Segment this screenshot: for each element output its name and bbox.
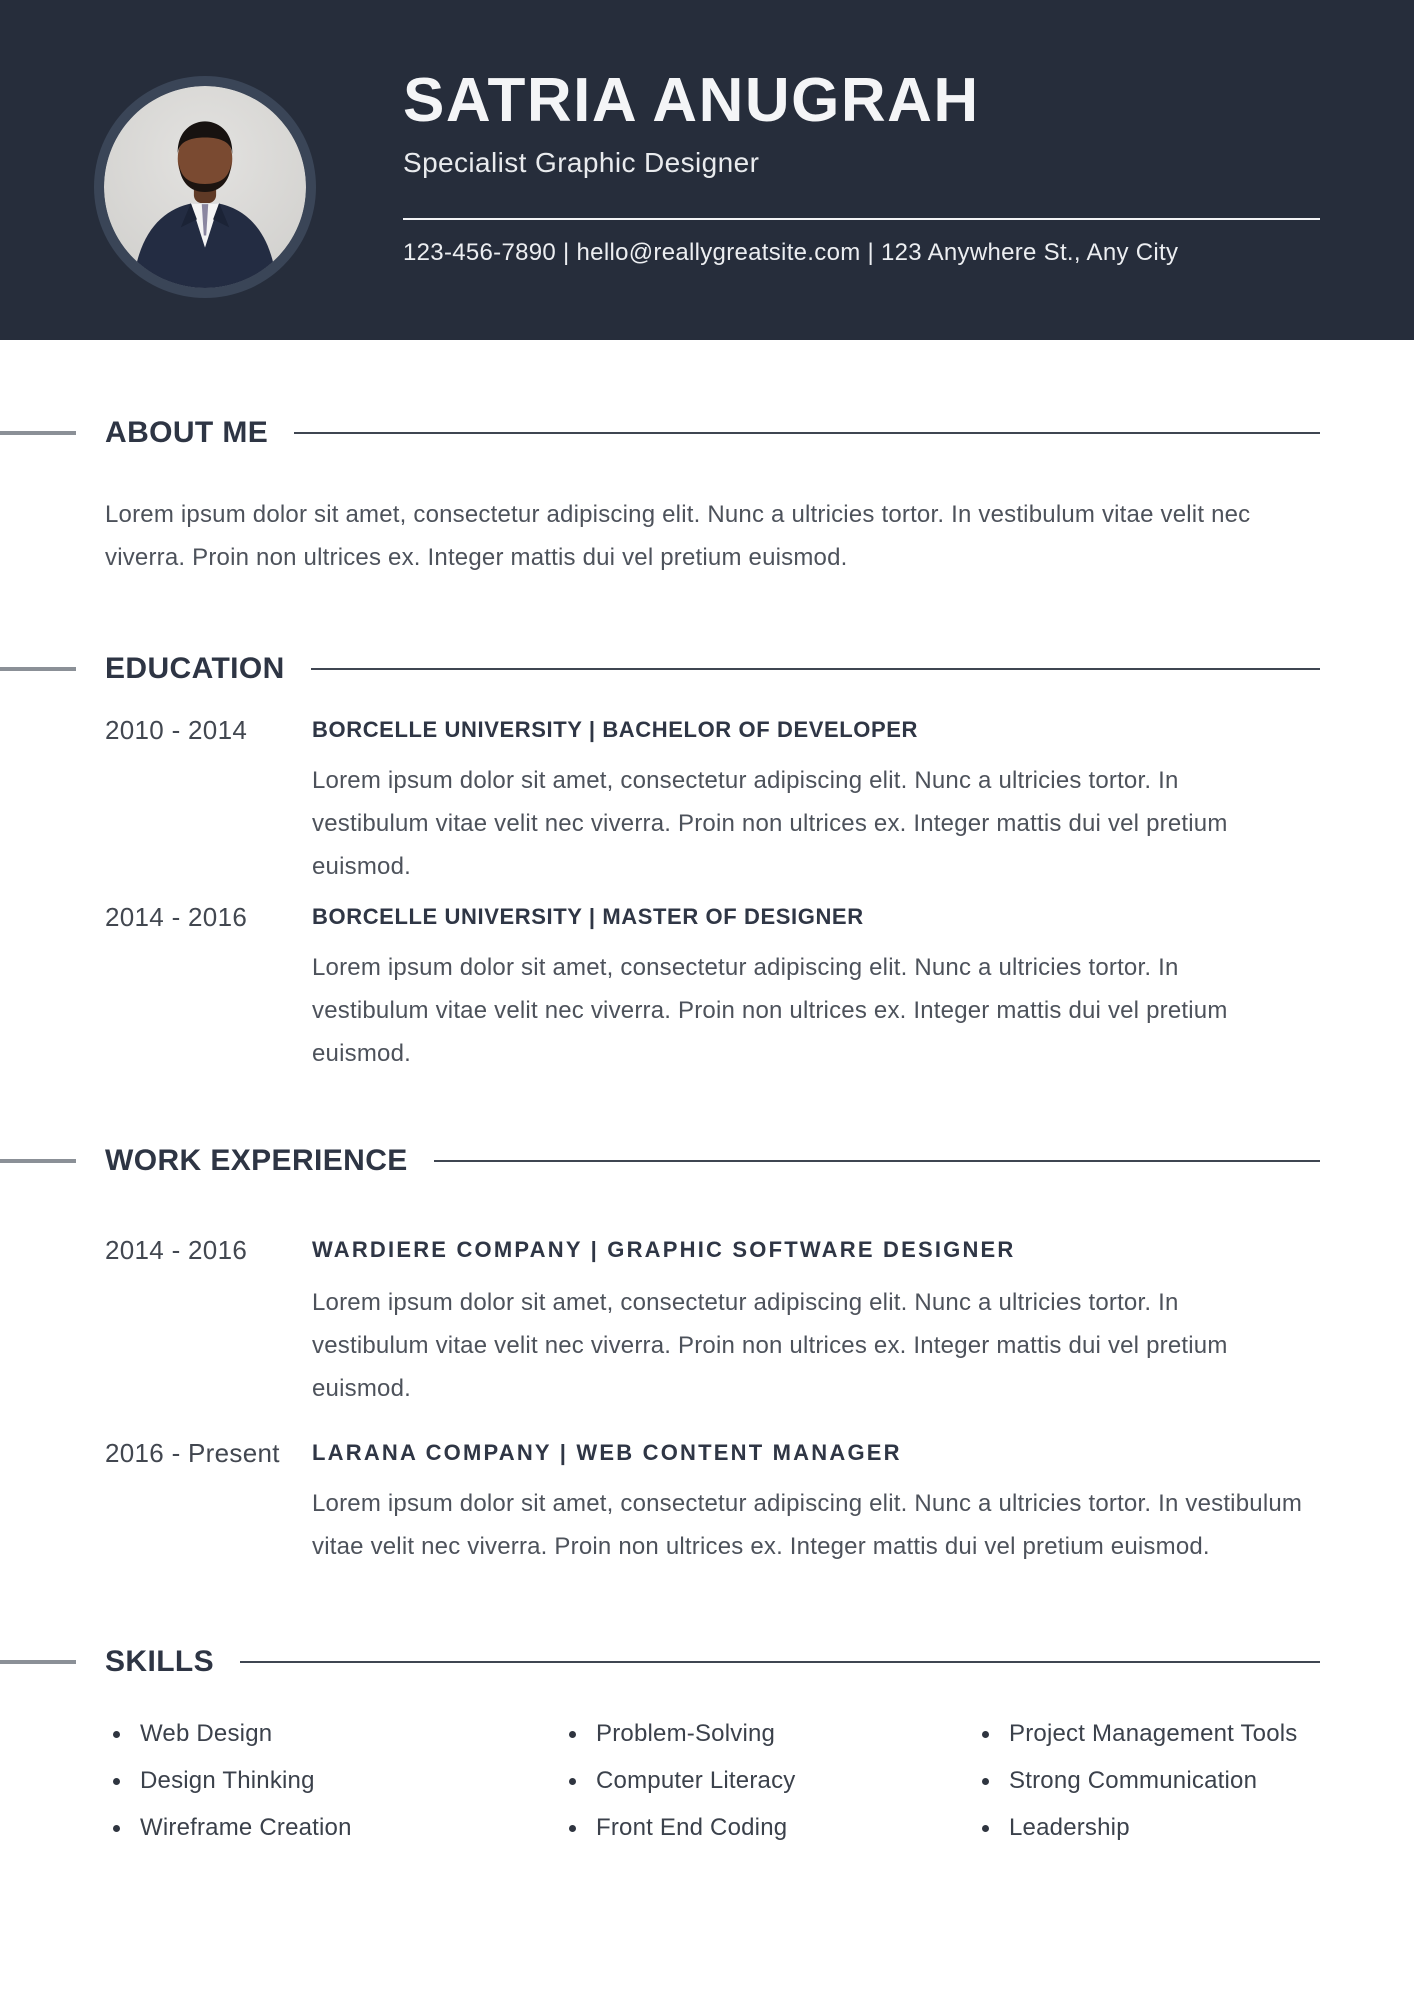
header-text-block bbox=[403, 0, 1320, 268]
skill-item bbox=[105, 1814, 561, 1842]
skill-item bbox=[974, 1814, 1320, 1842]
skill-item bbox=[561, 1720, 974, 1748]
skill-label: Leadership bbox=[1009, 1814, 1130, 1841]
bullet-icon bbox=[569, 1778, 576, 1785]
avatar-illustration bbox=[104, 86, 306, 288]
heading-left-rule bbox=[0, 667, 76, 671]
header-divider-line bbox=[403, 218, 1320, 220]
skills-grid bbox=[105, 1720, 1320, 1861]
work-entry bbox=[105, 1235, 1320, 1410]
bullet-icon bbox=[569, 1825, 576, 1832]
heading-left-rule bbox=[0, 431, 76, 435]
resume-body bbox=[0, 415, 1414, 1861]
bullet-icon bbox=[569, 1731, 576, 1738]
skill-label: Design Thinking bbox=[140, 1767, 315, 1794]
education-entry bbox=[105, 902, 1320, 1075]
entry-period: 2010 - 2014 bbox=[105, 715, 248, 745]
entry-title: BORCELLE UNIVERSITY | BACHELOR OF DEVELOPER bbox=[312, 717, 919, 742]
entry-description: Lorem ipsum dolor sit amet, consectetur adipiscing elit. Nunc a ultricies tortor. In vestibulum vitae velit nec viverra. Proin non ultrices ex. Integer mattis dui vel pretium euismod. bbox=[312, 1289, 1228, 1402]
section-education bbox=[105, 651, 1320, 1075]
entry-title: LARANA COMPANY | WEB CONTENT MANAGER bbox=[312, 1440, 902, 1465]
bullet-icon bbox=[982, 1731, 989, 1738]
about-heading: ABOUT ME bbox=[105, 416, 269, 449]
bullet-icon bbox=[113, 1731, 120, 1738]
entry-detail bbox=[312, 902, 1320, 1075]
skill-label: Strong Communication bbox=[1009, 1767, 1258, 1794]
entry-description: Lorem ipsum dolor sit amet, consectetur adipiscing elit. Nunc a ultricies tortor. In vestibulum vitae velit nec viverra. Proin non ultrices ex. Integer mattis dui vel pretium euismod. bbox=[312, 954, 1228, 1067]
section-work-experience bbox=[105, 1143, 1320, 1568]
skill-item bbox=[561, 1814, 974, 1842]
work-heading: WORK EXPERIENCE bbox=[105, 1144, 408, 1177]
skills-column-3 bbox=[974, 1720, 1320, 1861]
bullet-icon bbox=[113, 1825, 120, 1832]
heading-right-rule bbox=[311, 668, 1320, 670]
entry-detail bbox=[312, 715, 1320, 888]
education-heading-row bbox=[0, 651, 1320, 687]
heading-right-rule bbox=[294, 432, 1320, 434]
bullet-icon bbox=[982, 1825, 989, 1832]
skill-label: Problem-Solving bbox=[596, 1720, 776, 1747]
heading-left-rule bbox=[0, 1660, 76, 1664]
profile-photo bbox=[104, 86, 306, 288]
heading-right-rule bbox=[240, 1661, 1320, 1663]
skill-label: Wireframe Creation bbox=[140, 1814, 352, 1841]
work-heading-row bbox=[0, 1143, 1320, 1179]
contact-info: 123-456-7890 | hello@reallygreatsite.com | 123 Anywhere St., Any City bbox=[403, 239, 1179, 266]
entry-title: BORCELLE UNIVERSITY | MASTER OF DESIGNER bbox=[312, 904, 864, 929]
skill-label: Computer Literacy bbox=[596, 1767, 796, 1794]
job-title: Specialist Graphic Designer bbox=[403, 147, 760, 178]
heading-left-rule bbox=[0, 1159, 76, 1163]
bullet-icon bbox=[113, 1778, 120, 1785]
entry-period: 2016 - Present bbox=[105, 1438, 280, 1468]
skill-item bbox=[561, 1767, 974, 1795]
entry-title: WARDIERE COMPANY | GRAPHIC SOFTWARE DESIGNER bbox=[312, 1237, 1016, 1262]
skills-column-1 bbox=[105, 1720, 561, 1861]
heading-right-rule bbox=[434, 1160, 1320, 1162]
person-name: SATRIA ANUGRAH bbox=[403, 66, 980, 135]
about-heading-row bbox=[0, 415, 1320, 451]
about-text: Lorem ipsum dolor sit amet, consectetur adipiscing elit. Nunc a ultricies tortor. In vestibulum vitae velit nec viverra. Proin non ultrices ex. Integer mattis dui vel pretium euismod. bbox=[105, 501, 1251, 571]
entry-period: 2014 - 2016 bbox=[105, 902, 248, 932]
skills-heading-row bbox=[0, 1644, 1320, 1680]
entry-description: Lorem ipsum dolor sit amet, consectetur adipiscing elit. Nunc a ultricies tortor. In vestibulum vitae velit nec viverra. Proin non ultrices ex. Integer mattis dui vel pretium euismod. bbox=[312, 767, 1228, 880]
education-heading: EDUCATION bbox=[105, 652, 285, 685]
skill-item bbox=[105, 1767, 561, 1795]
header-banner bbox=[0, 0, 1414, 340]
skill-item bbox=[105, 1720, 561, 1748]
entry-detail bbox=[312, 1438, 1320, 1568]
entry-description: Lorem ipsum dolor sit amet, consectetur adipiscing elit. Nunc a ultricies tortor. In vestibulum vitae velit nec viverra. Proin non ultrices ex. Integer mattis dui vel pretium euismod. bbox=[312, 1490, 1303, 1560]
skill-item bbox=[974, 1767, 1320, 1795]
education-entry bbox=[105, 715, 1320, 888]
section-about bbox=[105, 415, 1320, 579]
profile-photo-ring bbox=[94, 76, 316, 298]
skill-label: Front End Coding bbox=[596, 1814, 788, 1841]
work-entry bbox=[105, 1438, 1320, 1568]
entry-period: 2014 - 2016 bbox=[105, 1235, 248, 1265]
skills-column-2 bbox=[561, 1720, 974, 1861]
section-skills bbox=[105, 1644, 1320, 1861]
skill-label: Project Management Tools bbox=[1009, 1720, 1298, 1747]
entry-detail bbox=[312, 1235, 1320, 1410]
skill-item bbox=[974, 1720, 1320, 1748]
bullet-icon bbox=[982, 1778, 989, 1785]
skills-heading: SKILLS bbox=[105, 1645, 215, 1678]
skill-label: Web Design bbox=[140, 1720, 273, 1747]
